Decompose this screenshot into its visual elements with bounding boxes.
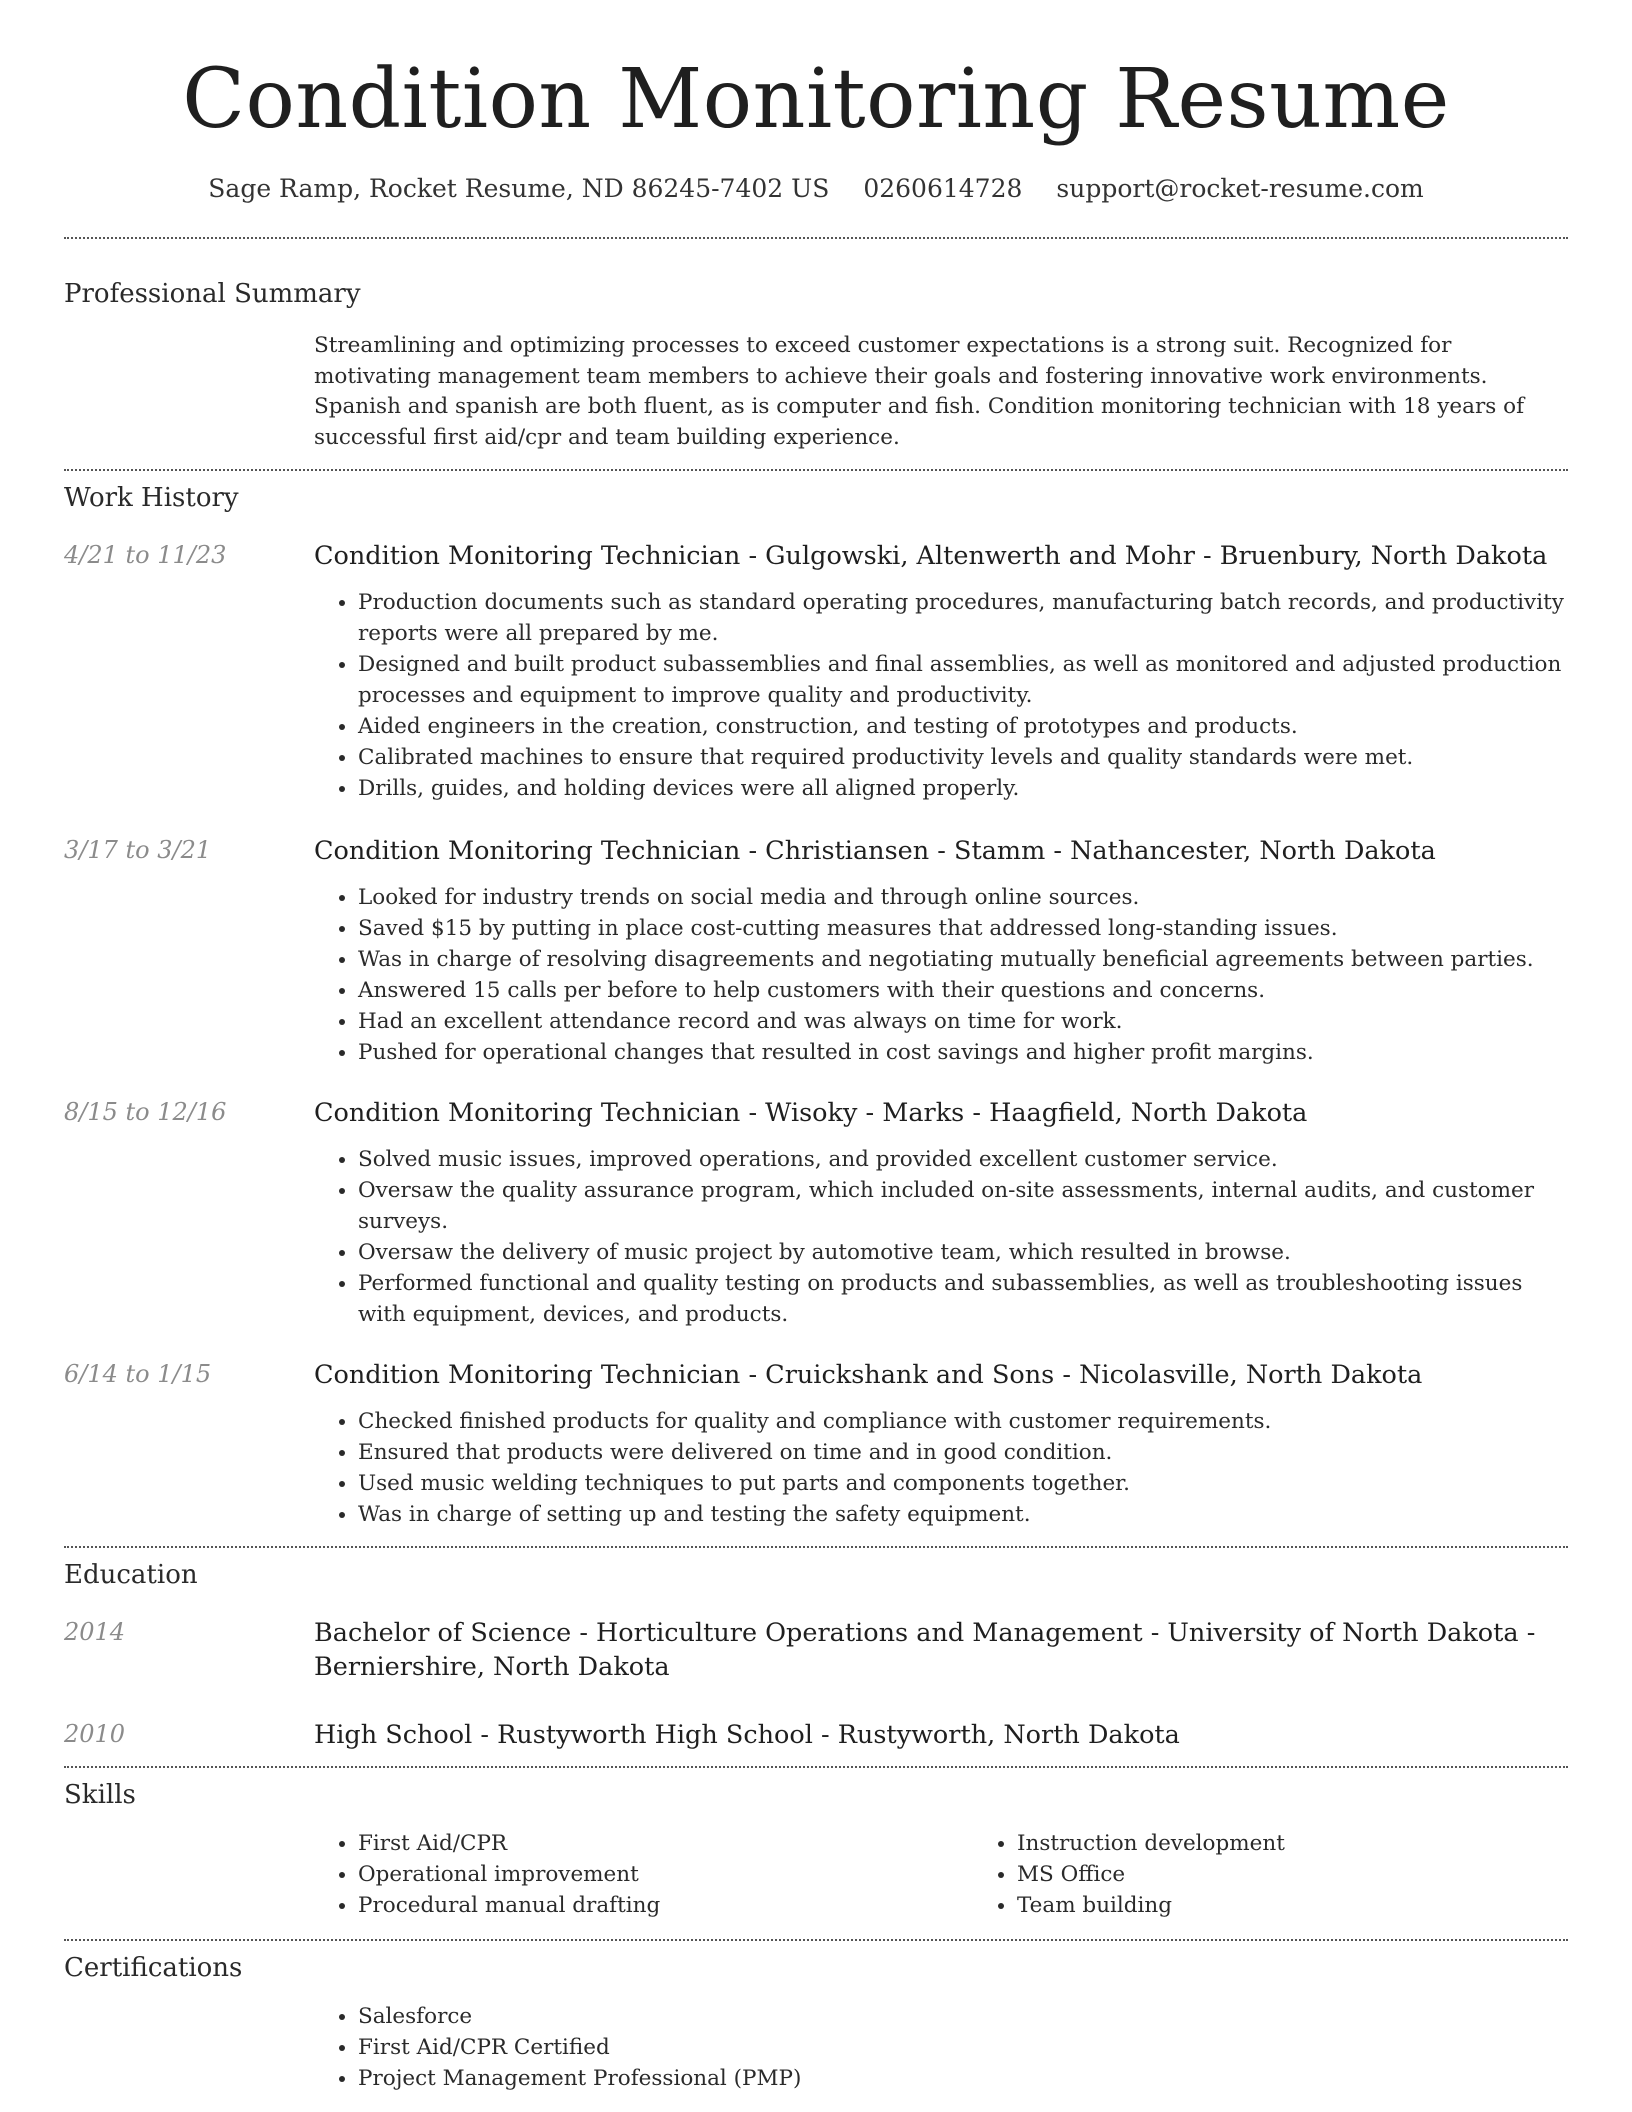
education-year: 2010	[64, 1720, 126, 1748]
list-item: • Operational improvement	[358, 1859, 973, 1890]
contact-line	[0, 174, 1632, 203]
education-heading: Education	[64, 1560, 198, 1590]
job-title: Condition Monitoring Technician - Christiansen - Stamm - Nathancester, North Dakota	[314, 836, 1436, 866]
education-entry	[64, 1718, 1568, 1752]
list-item: • Pushed for operational changes that resulted in cost savings and higher profit margins.	[358, 1037, 1568, 1068]
job-title: Condition Monitoring Technician - Wisoky - Marks - Haagfield, North Dakota	[314, 1098, 1308, 1128]
list-item: • Used music welding techniques to put parts and components together.	[358, 1468, 1568, 1499]
certifications-section	[0, 1941, 1632, 2094]
certifications-heading: Certifications	[64, 1953, 243, 1983]
certifications-list	[314, 2001, 1568, 2094]
resume-title: Condition Monitoring Resume	[182, 52, 1450, 147]
list-item: • Calibrated machines to ensure that required productivity levels and quality standards were met.	[358, 742, 1568, 773]
skills-list-left	[314, 1828, 973, 1921]
education-degree: High School - Rustyworth High School - Rustyworth, North Dakota	[314, 1720, 1180, 1750]
job-dates: 6/14 to 1/15	[64, 1360, 212, 1388]
list-item: • Answered 15 calls per before to help customers with their questions and concerns.	[358, 975, 1568, 1006]
work-history-section	[0, 471, 1632, 1530]
summary-heading: Professional Summary	[64, 279, 361, 309]
list-item: • Designed and built product subassemblies and final assemblies, as well as monitored and adjusted production processes and equipment to improve quality and productivity.	[358, 649, 1568, 711]
contact-address: Sage Ramp, Rocket Resume, ND 86245-7402 US	[208, 174, 830, 203]
summary-section	[0, 239, 1632, 453]
job-entry	[64, 539, 1568, 804]
education-degree: Bachelor of Science - Horticulture Operations and Management - University of North Dakota - Berniershire, North Dakota	[314, 1618, 1536, 1682]
list-item: • Aided engineers in the creation, construction, and testing of prototypes and products.	[358, 711, 1568, 742]
summary-text: Streamlining and optimizing processes to exceed customer expectations is a strong suit. Recognized for motivating management team members to achieve their goals and fostering innovative work environments. Spanish and spanish are both fluent, as is computer and fish. Condition monitoring technician with 18 years of successful first aid/cpr and team building experience.	[314, 333, 1525, 450]
contact-email: support@rocket-resume.com	[1056, 174, 1424, 203]
list-item: • Performed functional and quality testing on products and subassemblies, as well as troubleshooting issues with equipment, devices, and products.	[358, 1268, 1568, 1330]
job-bullets	[314, 1406, 1568, 1530]
job-entry	[64, 1358, 1568, 1530]
list-item: • Was in charge of resolving disagreements and negotiating mutually beneficial agreements between parties.	[358, 944, 1568, 975]
list-item: • Solved music issues, improved operations, and provided excellent customer service.	[358, 1144, 1568, 1175]
list-item: • Saved $15 by putting in place cost-cutting measures that addressed long-standing issues.	[358, 913, 1568, 944]
job-bullets	[314, 882, 1568, 1068]
work-history-heading: Work History	[64, 483, 239, 513]
list-item: • Oversaw the quality assurance program, which included on-site assessments, internal audits, and customer surveys.	[358, 1175, 1568, 1237]
list-item: • Project Management Professional (PMP)	[358, 2063, 1568, 2094]
list-item: • MS Office	[1017, 1859, 1632, 1890]
resume-header	[0, 0, 1632, 203]
job-entry	[64, 1096, 1568, 1330]
list-item: • Team building	[1017, 1890, 1632, 1921]
list-item: • Was in charge of setting up and testing the safety equipment.	[358, 1499, 1568, 1530]
education-year: 2014	[64, 1618, 126, 1646]
list-item: • Looked for industry trends on social media and through online sources.	[358, 882, 1568, 913]
list-item: • Oversaw the delivery of music project by automotive team, which resulted in browse.	[358, 1237, 1568, 1268]
job-dates: 8/15 to 12/16	[64, 1098, 227, 1126]
list-item: • First Aid/CPR	[358, 1828, 973, 1859]
list-item: • Instruction development	[1017, 1828, 1632, 1859]
skills-list-right	[973, 1828, 1632, 1921]
contact-phone: 0260614728	[863, 174, 1023, 203]
list-item: • Production documents such as standard operating procedures, manufacturing batch records, and productivity reports were all prepared by me.	[358, 587, 1568, 649]
education-section	[0, 1548, 1632, 1752]
job-title: Condition Monitoring Technician - Cruickshank and Sons - Nicolasville, North Dakota	[314, 1360, 1423, 1390]
job-dates: 3/17 to 3/21	[64, 836, 212, 864]
job-title: Condition Monitoring Technician - Gulgowski, Altenwerth and Mohr - Bruenbury, North Dakota	[314, 541, 1548, 571]
list-item: • Procedural manual drafting	[358, 1890, 973, 1921]
list-item: • First Aid/CPR Certified	[358, 2032, 1568, 2063]
education-entry	[64, 1616, 1568, 1684]
skills-heading: Skills	[64, 1780, 136, 1810]
list-item: • Drills, guides, and holding devices were all aligned properly.	[358, 773, 1568, 804]
job-bullets	[314, 587, 1568, 804]
job-dates: 4/21 to 11/23	[64, 541, 227, 569]
job-bullets	[314, 1144, 1568, 1330]
list-item: • Ensured that products were delivered on time and in good condition.	[358, 1437, 1568, 1468]
list-item: • Had an excellent attendance record and was always on time for work.	[358, 1006, 1568, 1037]
list-item: • Checked finished products for quality and compliance with customer requirements.	[358, 1406, 1568, 1437]
list-item: • Salesforce	[358, 2001, 1568, 2032]
job-entry	[64, 834, 1568, 1068]
skills-section	[0, 1768, 1632, 1921]
